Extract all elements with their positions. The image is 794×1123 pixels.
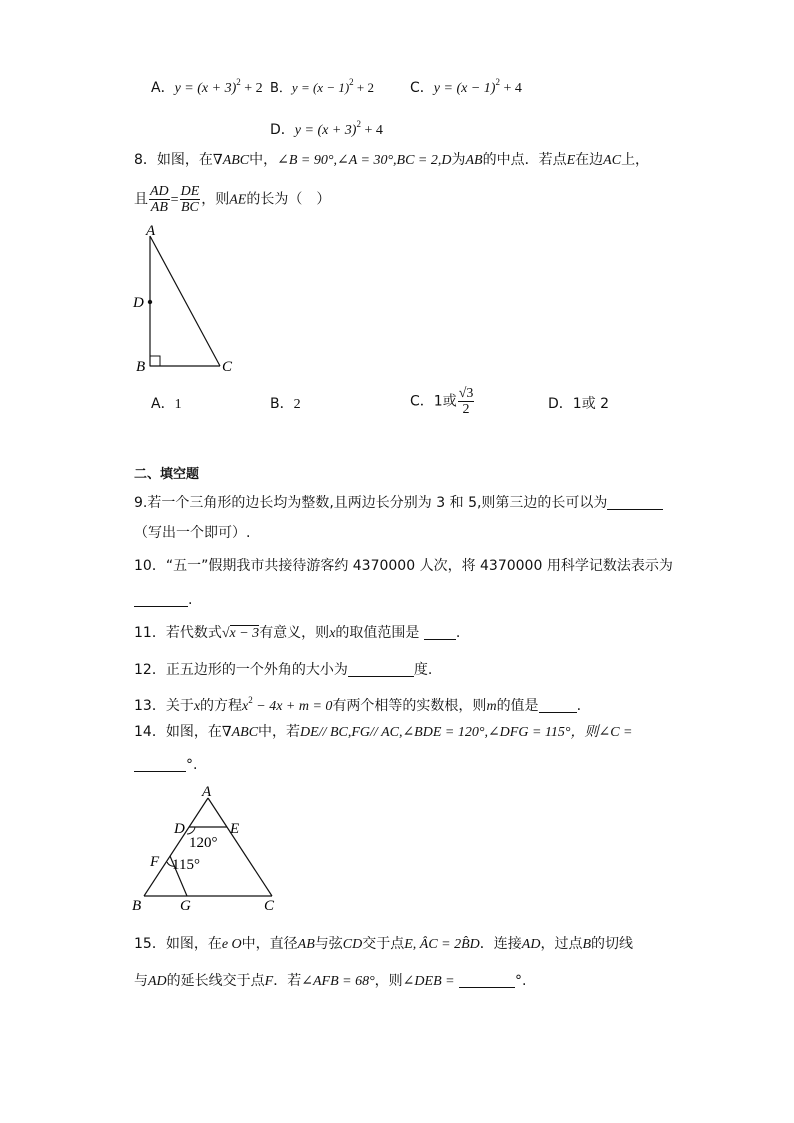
q15-answer-blank[interactable] bbox=[459, 973, 515, 988]
q15-line1: 15．如图，在e O中，直径AB与弦CD交于点E, ÂC = 2B̂D．连接AD，过点B的切线 bbox=[134, 936, 634, 952]
q13-answer-blank[interactable] bbox=[539, 698, 577, 713]
q8-stem-line2: 且 $\frac{AD}{AB}$ = $\frac{DE}{BC}$ ，则AE的长为（ ） bbox=[134, 184, 331, 215]
q14-line1: 14．如图，在∇ABC中，若DE// BC,FG// AC,∠BDE = 120°,∠DFG = 115°，则∠C = bbox=[134, 724, 633, 740]
section-title-fill-in: 二、填空题 bbox=[134, 467, 200, 482]
q14-label-g: G bbox=[180, 898, 191, 914]
q8-option-a: A．1 bbox=[151, 396, 182, 412]
q15-line2: 与AD的延长线交于点F．若∠AFB = 68°，则∠DEB = °. bbox=[134, 973, 527, 989]
q7-option-b: B．$y = (x - 1)^2 + 2$ bbox=[270, 77, 375, 96]
q14-label-e: E bbox=[230, 821, 240, 837]
q8-option-b: B．2 bbox=[270, 396, 301, 412]
q14-label-d: D bbox=[174, 821, 185, 837]
q10-line2: . bbox=[134, 590, 192, 610]
q14-angle-label-115: 115° bbox=[172, 857, 200, 873]
q8-label-c: C bbox=[222, 359, 233, 375]
q11-line: 11．若代数式√x − 3有意义，则x的取值范围是 . bbox=[134, 625, 461, 641]
q14-label-c: C bbox=[264, 898, 275, 914]
q12-line: 12．正五边形的一个外角的大小为 度. bbox=[134, 662, 433, 678]
q12-answer-blank[interactable] bbox=[348, 662, 414, 677]
q8-option-c: C．1或 $\frac{√3}{2}$ bbox=[410, 386, 474, 417]
q9-line1: 9.若一个三角形的边长均为整数,且两边长分别为 3 和 5,则第三边的长可以为 bbox=[134, 493, 663, 513]
q8-point-d bbox=[148, 300, 152, 304]
q8-label-a: A bbox=[146, 223, 156, 239]
q9-answer-blank[interactable] bbox=[607, 495, 663, 510]
q10-line1: 10．“五一”假期我市共接待游客约 4370000 人次，将 4370000 用科学记数法表示为 bbox=[134, 558, 673, 574]
q8-triangle-figure bbox=[128, 220, 248, 380]
q8-fraction-de-bc: $\frac{DE}{BC}$ bbox=[180, 184, 200, 215]
q8-label-d: D bbox=[133, 295, 144, 311]
q14-label-a: A bbox=[202, 784, 212, 800]
q8-option-d: D．1或 2 bbox=[548, 396, 610, 412]
q10-answer-blank[interactable] bbox=[134, 592, 188, 607]
q8-label-b: B bbox=[136, 359, 146, 375]
q8-stem-line1: 8．如图，在∇ABC中，∠B = 90°,∠A = 30°,BC = 2,D为AB的中点．若点E在边AC上， bbox=[134, 152, 650, 168]
q14-answer-blank[interactable] bbox=[134, 757, 186, 772]
q14-label-b: B bbox=[132, 898, 142, 914]
q7-option-d: D．$y = (x + 3)^2 + 4$ bbox=[270, 119, 383, 138]
q9-line2: （写出一个即可）. bbox=[134, 525, 251, 541]
q8-fraction-ad-ab: $\frac{AD}{AB}$ bbox=[150, 184, 169, 215]
q8-right-angle-mark bbox=[150, 356, 160, 366]
q11-answer-blank[interactable] bbox=[424, 625, 456, 640]
q14-triangle-figure bbox=[126, 780, 286, 920]
q14-line2: °. bbox=[134, 755, 197, 775]
q14-angle-label-120: 120° bbox=[189, 835, 218, 851]
q13-line: 13．关于x的方程$x^2 - 4x + m = 0$有两个相等的实数根，则m的值是 . bbox=[134, 695, 582, 714]
q14-side-ac bbox=[208, 798, 272, 896]
q14-label-f: F bbox=[150, 854, 160, 870]
q8-fraction-sqrt3-over-2: $\frac{√3}{2}$ bbox=[458, 386, 474, 417]
q7-option-c: C．$y = (x - 1)^2 + 4$ bbox=[410, 77, 522, 96]
q7-option-a: A．$y = (x + 3)^2 + 2$ bbox=[151, 77, 263, 96]
q8-side-ac bbox=[150, 236, 220, 366]
